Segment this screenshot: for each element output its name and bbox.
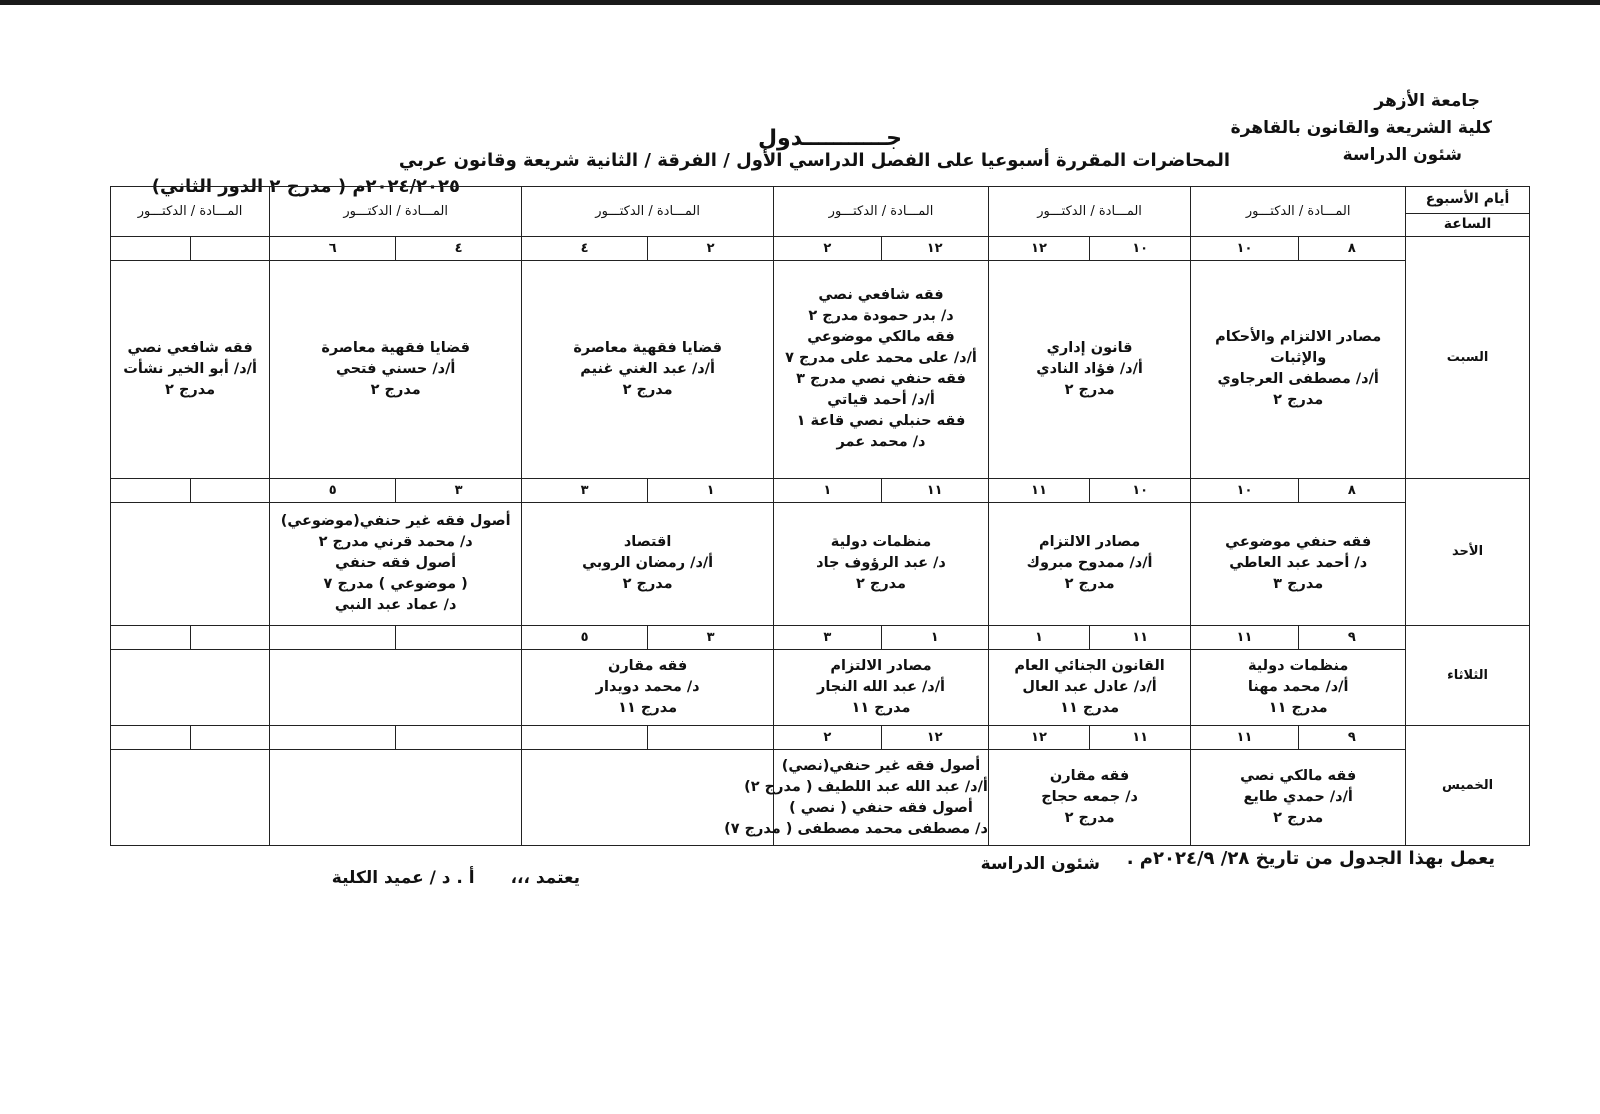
lecture-cell (1191, 502, 1406, 625)
lecture-cell (270, 502, 522, 625)
slot-start-hour: ٣ (648, 625, 774, 649)
slot-end-hour: ٣ (522, 479, 648, 503)
lecture-cell (270, 260, 522, 478)
lecture-cell (1191, 649, 1406, 726)
lecture-line: د/ أحمد عبد العاطي (1229, 555, 1368, 572)
subject-doctor-header: المـــادة / الدكتـــور (522, 187, 774, 237)
lecture-line: أصول فقه حنفي (335, 555, 457, 572)
slot-end-hour: ١٢ (988, 726, 1089, 750)
slot-start-hour: ١٢ (881, 236, 988, 260)
institution-header (1230, 88, 1492, 169)
lecture-cell (111, 649, 270, 726)
academic-year: ٢٠٢٤/٢٠٢٥م ( مدرج ٢ الدور الثاني) (151, 176, 460, 197)
effective-date-note: يعمل بهذا الجدول من تاريخ ٢٨/ ٢٠٢٤/٩م . (1126, 848, 1495, 869)
slot-end-hour: ١١ (988, 479, 1089, 503)
lecture-line: فقه حنفي نصي مدرج ٣ (796, 371, 966, 388)
lecture-line: القانون الجنائي العام (1014, 657, 1165, 674)
lecture-line: مدرج ٢ (622, 576, 673, 593)
lecture-line: مدرج ١١ (851, 699, 911, 716)
slot-start-hour (190, 236, 270, 260)
lecture-line: د/ عماد عبد النبي (334, 597, 457, 614)
approval-line (332, 868, 580, 888)
lecture-cell (522, 649, 774, 726)
weekly-schedule-table (110, 186, 1530, 846)
slot-end-hour: ١٠ (1191, 479, 1298, 503)
slot-end-hour: ٦ (270, 236, 396, 260)
lecture-line: مدرج ٢ (1273, 810, 1324, 827)
lecture-line: قضايا فقهية معاصرة (573, 339, 722, 356)
slot-start-hour: ١١ (1090, 625, 1191, 649)
subject-doctor-header: المـــادة / الدكتـــور (988, 187, 1190, 237)
lecture-line: منظمات دولية (1247, 657, 1349, 674)
lecture-line: فقه مالكي موضوعي (807, 329, 955, 346)
lecture-line: أصول فقه حنفي ( نصي ) (789, 799, 973, 816)
lecture-cell (270, 649, 522, 726)
lecture-line: منظمات دولية (830, 534, 932, 551)
lecture-line: أ/د/ حمدي طايع (1243, 789, 1353, 806)
lecture-line: فقه شافعي نصي (818, 287, 944, 304)
lecture-line: فقه شافعي نصي (127, 339, 253, 356)
slot-start-hour: ٣ (396, 479, 522, 503)
slot-end-hour: ٢ (774, 236, 881, 260)
slot-start-hour: ٨ (1298, 236, 1405, 260)
slot-end-hour: ١ (774, 479, 881, 503)
lecture-line: أصول فقه غير حنفي(نصي) (781, 757, 981, 774)
subject-doctor-header: المـــادة / الدكتـــور (270, 187, 522, 237)
subject-doctor-header: المـــادة / الدكتـــور (1191, 187, 1406, 237)
lecture-line: أ/د/ فؤاد النادي (1036, 360, 1143, 377)
slot-start-hour (190, 625, 270, 649)
lecture-cell (522, 260, 774, 478)
lecture-line: ( موضوعي ) مدرج ٧ (323, 576, 468, 593)
lecture-line: مدرج ١١ (618, 699, 678, 716)
slot-start-hour: ١ (881, 625, 988, 649)
hour-label: الساعة (1406, 213, 1529, 232)
day-name: الأحد (1406, 479, 1530, 626)
lecture-line: د/ عبد الرؤوف جاد (816, 555, 946, 572)
slot-end-hour: ١١ (1191, 625, 1298, 649)
lecture-cell (270, 750, 522, 846)
lecture-cell (522, 502, 774, 625)
lecture-line: فقه حنبلي نصي قاعة ١ (796, 413, 966, 430)
lecture-line: والإثبات (1270, 350, 1327, 367)
lecture-line: فقه مالكي نصي (1240, 768, 1357, 785)
dean-signature-label: أ . د / عميد الكلية (331, 868, 475, 888)
days-label: أيام الأسبوع (1425, 190, 1510, 207)
lecture-cell (1191, 750, 1406, 846)
lecture-line: أصول فقه غير حنفي(موضوعي) (280, 513, 511, 530)
slot-end-hour: ٣ (774, 625, 881, 649)
slot-end-hour (522, 726, 648, 750)
footer-department: شئون الدراسة (980, 854, 1100, 874)
lecture-cell (988, 502, 1190, 625)
schedule-description: المحاضرات المقررة أسبوعيا على الفصل الدراسي الأول / الفرقة / الثانية شريعة وقانون عربي (398, 150, 1230, 171)
slot-start-hour: ١١ (881, 479, 988, 503)
lecture-line: قانون إداري (1046, 339, 1133, 356)
lecture-line: أ/د/ رمضان الروبي (582, 555, 714, 572)
lecture-line: مدرج ٢ (855, 576, 907, 593)
slot-start-hour: ١١ (1090, 726, 1191, 750)
slot-end-hour: ٢ (774, 726, 881, 750)
faculty-name: كلية الشريعة والقانون بالقاهرة (1230, 118, 1492, 138)
lecture-line: فقه حنفي موضوعي (1225, 534, 1372, 551)
lecture-line: مدرج ١١ (1268, 699, 1328, 716)
lecture-cell (774, 649, 989, 726)
slot-start-hour: ١٠ (1090, 236, 1191, 260)
lecture-line: مدرج ٢ (1064, 576, 1115, 593)
lecture-line: أ/د/ أحمد قياتي (827, 392, 935, 409)
slot-end-hour (111, 479, 191, 503)
slot-end-hour (111, 236, 191, 260)
slot-start-hour: ٤ (396, 236, 522, 260)
lecture-cell (774, 260, 989, 478)
lecture-line: أ/د/ ممدوح مبروك (1026, 555, 1153, 572)
slot-end-hour: ٤ (522, 236, 648, 260)
approval-label: يعتمد ،،، (510, 868, 580, 888)
university-name: جامعة الأزهر (1374, 91, 1480, 111)
slot-end-hour (270, 625, 396, 649)
slot-start-hour (396, 726, 522, 750)
lecture-line: مصادر الالتزام (830, 657, 932, 674)
lecture-line: مدرج ٢ (1064, 810, 1115, 827)
slot-end-hour: ٥ (522, 625, 648, 649)
lecture-line: اقتصاد (623, 534, 672, 551)
lecture-line: أ/د/ عادل عبد العال (1022, 678, 1157, 695)
slot-start-hour: ١٢ (881, 726, 988, 750)
lecture-line: مدرج ٢ (165, 381, 216, 398)
slot-start-hour (190, 479, 270, 503)
lecture-cell (111, 750, 270, 846)
slot-start-hour: ١٠ (1090, 479, 1191, 503)
slot-end-hour (111, 726, 191, 750)
slot-end-hour: ١ (988, 625, 1089, 649)
subject-doctor-header: المـــادة / الدكتـــور (774, 187, 989, 237)
lecture-line: أ/د/ عبد الله النجار (816, 678, 946, 695)
lecture-line: مصادر الالتزام والأحكام (1215, 329, 1382, 346)
lecture-line: مدرج ٢ (1273, 392, 1324, 409)
lecture-cell (724, 750, 989, 846)
lecture-cell (111, 502, 270, 625)
lecture-line: أ/د/ محمد مهنا (1247, 678, 1349, 695)
slot-end-hour (270, 726, 396, 750)
lecture-cell (988, 750, 1190, 846)
day-name: السبت (1406, 236, 1530, 478)
lecture-line: مصادر الالتزام (1038, 534, 1141, 551)
lecture-line: مدرج ١١ (1060, 699, 1120, 716)
lecture-line: د/ بدر حمودة مدرج ٢ (808, 308, 954, 325)
slot-end-hour: ١١ (1191, 726, 1298, 750)
lecture-line: أ/د/ مصطفى العرجاوي (1217, 371, 1379, 388)
lecture-cell (111, 260, 270, 478)
slot-end-hour: ١٠ (1191, 236, 1298, 260)
day-name: الخميس (1406, 726, 1530, 846)
lecture-line: مدرج ٢ (370, 381, 421, 398)
slot-start-hour (648, 726, 774, 750)
document-title: جـــــــــــدول (757, 126, 903, 151)
slot-start-hour: ٢ (648, 236, 774, 260)
lecture-line: أ/د/ حسني فتحي (335, 360, 456, 377)
lecture-line: مدرج ٢ (622, 381, 673, 398)
lecture-line: أ/د/ عبد الغني غنيم (580, 360, 715, 377)
slot-start-hour: ١ (648, 479, 774, 503)
slot-start-hour (396, 625, 522, 649)
slot-start-hour (190, 726, 270, 750)
lecture-cell (774, 502, 989, 625)
slot-end-hour: ١٢ (988, 236, 1089, 260)
lecture-line: أ/د/ على محمد على مدرج ٧ (785, 350, 977, 367)
lecture-line: مدرج ٢ (1064, 381, 1115, 398)
lecture-line: فقه مقارن (607, 657, 688, 674)
lecture-line: د/ محمد دويدار (595, 678, 700, 695)
department-name: شئون الدراسة (1342, 145, 1462, 165)
lecture-line: أ/د/ أبو الخير نشأت (123, 360, 257, 377)
lecture-line: أ/د/ عبد الله عبد اللطيف ( مدرج ٢) (744, 778, 988, 795)
scan-top-border (0, 0, 1600, 5)
lecture-line: د/ مصطفى محمد مصطفى ( مدرج ٧) (724, 820, 988, 837)
lecture-line: قضايا فقهية معاصرة (321, 339, 470, 356)
subject-doctor-header: المـــادة / الدكتـــور (111, 187, 270, 237)
lecture-line: فقه مقارن (1049, 768, 1130, 785)
day-name: الثلاثاء (1406, 625, 1530, 726)
slot-start-hour: ٨ (1298, 479, 1405, 503)
lecture-cell (1191, 260, 1406, 478)
lecture-line: د/ محمد عمر (836, 434, 926, 451)
slot-start-hour: ٩ (1298, 726, 1405, 750)
slot-end-hour (111, 625, 191, 649)
slot-start-hour: ٩ (1298, 625, 1405, 649)
lecture-cell (988, 649, 1190, 726)
lecture-line: د/ محمد قرني مدرج ٢ (318, 534, 473, 551)
lecture-cell (988, 260, 1190, 478)
lecture-line: د/ جمعه حجاج (1041, 789, 1138, 806)
lecture-line: مدرج ٣ (1273, 576, 1324, 593)
days-of-week-header (1406, 187, 1530, 237)
slot-end-hour: ٥ (270, 479, 396, 503)
